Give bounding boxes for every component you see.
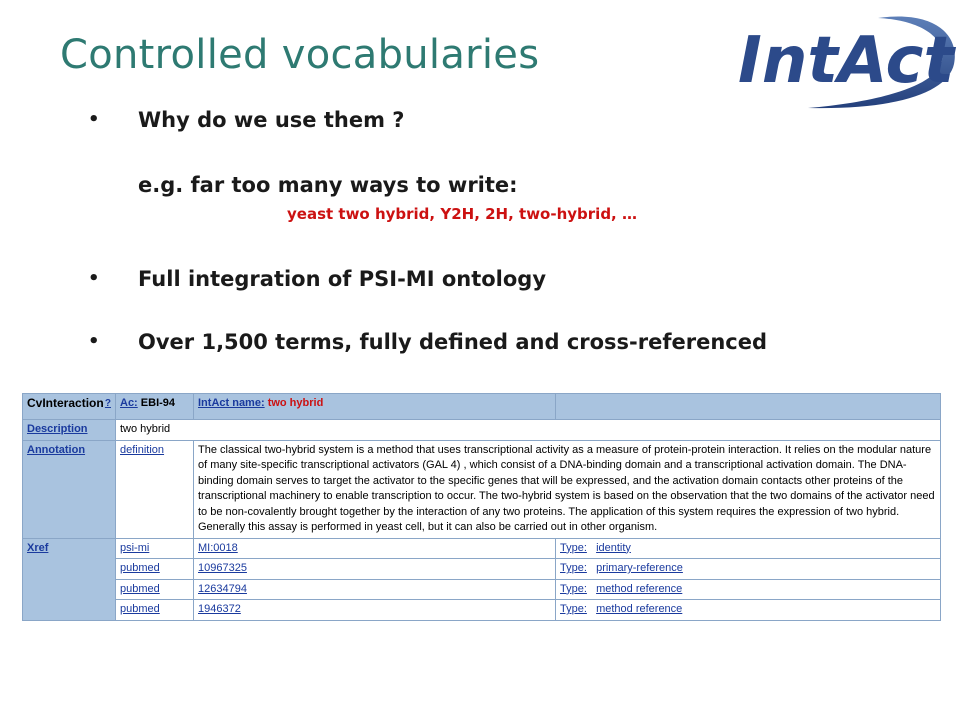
xref-id-cell <box>194 600 556 621</box>
xref-type-cell <box>556 538 941 559</box>
xref-db-link[interactable]: pubmed <box>120 582 160 595</box>
annotation-topic-cell <box>116 440 194 538</box>
table-row <box>23 579 941 600</box>
example-intro: e.g. far too many ways to write: <box>138 173 518 197</box>
bullet-psi-mi-text: Full integration of PSI-MI ontology <box>138 267 547 291</box>
annotation-topic-link[interactable]: definition <box>120 443 165 456</box>
xref-id-link[interactable]: 12634794 <box>198 582 247 595</box>
table-row <box>23 559 941 580</box>
xref-type-label[interactable]: Type: <box>560 582 587 595</box>
xref-id-link[interactable]: 10967325 <box>198 562 247 574</box>
annotation-row <box>23 440 941 538</box>
bullet-terms-text: Over 1,500 terms, fully defined and cross-referenced <box>138 330 768 354</box>
intact-name-link[interactable]: IntAct name: <box>198 397 265 409</box>
xref-type-label[interactable]: Type: <box>560 603 587 615</box>
cv-type-cell <box>23 394 116 420</box>
xref-db-cell <box>116 600 194 621</box>
intact-logo <box>728 4 960 116</box>
ac-cell <box>116 394 194 420</box>
xref-type-link[interactable]: method reference <box>596 582 683 595</box>
intact-logo-graphic <box>728 4 960 116</box>
annotation-link[interactable]: Annotation <box>27 443 86 456</box>
xref-db-cell <box>116 579 194 600</box>
intact-name-value: two hybrid <box>267 397 324 409</box>
description-value: two hybrid <box>116 420 941 441</box>
ac-value: EBI-94 <box>140 397 176 409</box>
description-label-cell <box>23 420 116 441</box>
xref-type-link[interactable]: method reference <box>596 603 683 615</box>
xref-db-link[interactable]: pubmed <box>120 562 160 574</box>
header-empty-cell <box>556 394 941 420</box>
cv-interaction-table <box>22 393 941 621</box>
xref-id-link[interactable]: 1946372 <box>198 603 241 615</box>
slide-title: Controlled vocabularies <box>60 32 540 78</box>
xref-type-label[interactable]: Type: <box>560 562 587 574</box>
xref-type-cell <box>556 600 941 621</box>
table-row <box>23 538 941 559</box>
bullet-dot: • <box>88 331 100 352</box>
xref-type-cell <box>556 579 941 600</box>
table-row <box>23 600 941 621</box>
xref-link[interactable]: Xref <box>27 541 49 554</box>
help-link[interactable]: ? <box>104 398 111 409</box>
xref-type-label[interactable]: Type: <box>560 541 587 554</box>
intact-name-cell <box>194 394 556 420</box>
logo-text: IntAct <box>738 24 955 98</box>
description-link[interactable]: Description <box>27 423 88 435</box>
xref-type-cell <box>556 559 941 580</box>
description-row <box>23 420 941 441</box>
xref-type-link[interactable]: identity <box>596 541 631 554</box>
xref-id-link[interactable]: MI:0018 <box>198 541 238 554</box>
xref-id-cell <box>194 579 556 600</box>
bullet-why-text: Why do we use them ? <box>138 108 405 132</box>
bullet-dot: • <box>88 268 100 289</box>
xref-type-link[interactable]: primary-reference <box>596 562 683 574</box>
ac-link[interactable]: Ac: <box>120 397 138 409</box>
cv-type-label: CvInteraction <box>27 396 104 410</box>
bullet-dot: • <box>88 109 100 130</box>
xref-db-link[interactable]: pubmed <box>120 603 160 615</box>
xref-db-link[interactable]: psi-mi <box>120 541 150 554</box>
xref-label-cell <box>23 538 116 620</box>
annotation-label-cell <box>23 440 116 538</box>
xref-id-cell <box>194 538 556 559</box>
table-header-row <box>23 394 941 420</box>
xref-db-cell <box>116 559 194 580</box>
example-variants: yeast two hybrid, Y2H, 2H, two-hybrid, … <box>287 205 637 223</box>
xref-db-cell <box>116 538 194 559</box>
annotation-text: The classical two-hybrid system is a method that uses transcriptional activity as a measure of protein-protein interaction. It relies on the modular nature of many site-specific transcriptional activators (GAL 4) , which consist of a DNA-binding domain and a transcriptional activation domain. The DNA-binding domain serves to target the activator to the specific genes that will be expressed, and the activation domain contacts other proteins of the transcriptional machinery to enable transcription to occur. The two-hybrid system is based on the observation that the two domains of the activator need to be non-covalently brought together by the interaction of any two proteins. The application of this system requires the expression of two hybrid. Generally this assay is performed in yeast cell, but it can also be carried out in other organism. <box>194 440 941 538</box>
xref-id-cell <box>194 559 556 580</box>
